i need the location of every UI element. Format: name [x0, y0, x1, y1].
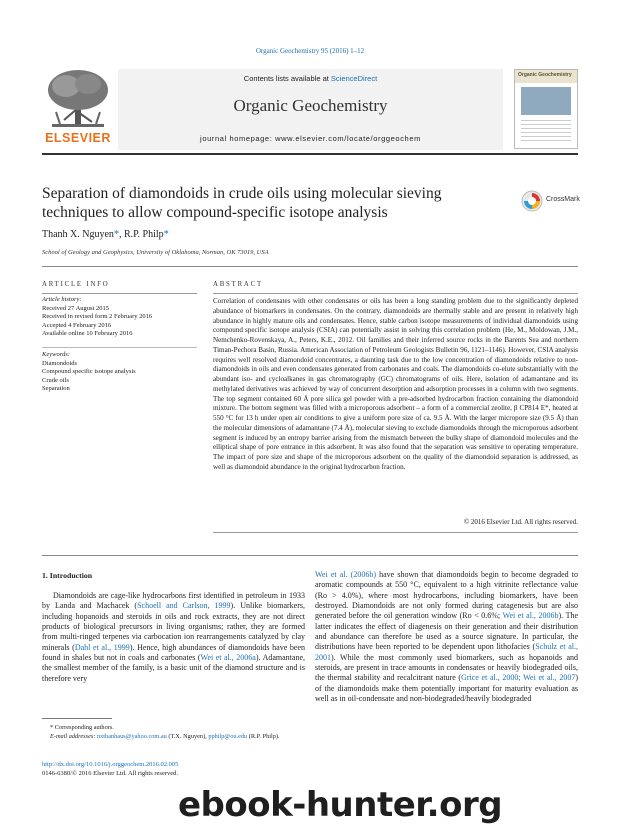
journal-name: Organic Geochemistry [233, 96, 388, 115]
journal-homepage: journal homepage: www.elsevier.com/locate/orggeochem [200, 134, 421, 143]
email-link[interactable]: nxthanhaus@yahoo.com.au [97, 733, 167, 740]
article-info-divider [42, 347, 197, 348]
reference-link[interactable]: Dahl et al., 1999 [74, 642, 130, 652]
reference-link[interactable]: Wei et al. (2006b) [315, 570, 376, 579]
article-title: Separation of diamondoids in crude oils using molecular sieving techniques to allow compound-specific isotope analysis [42, 185, 442, 221]
history-item: Available online 10 February 2016 [42, 330, 133, 338]
abstract-copyright: © 2016 Elsevier Ltd. All rights reserved. [463, 518, 578, 526]
body-rule [42, 555, 578, 556]
article-info-rule [42, 293, 197, 294]
article-info-heading: ARTICLE INFO [42, 281, 110, 288]
cover-title: Organic Geochemistry [518, 72, 572, 78]
keywords-heading: Keywords: [42, 351, 70, 358]
author-nguyen: Thanh X. Nguyen [42, 229, 114, 240]
history-item: Received 27 August 2015 [42, 304, 109, 312]
crossmark-label[interactable]: CrossMark [546, 196, 580, 203]
abstract-rule [213, 293, 578, 294]
body-column-left: Diamondoids are cage-like hydrocarbons first identified in petroleum in 1933 by Landa and Machacek (Schoell and Carlson, 1999). Unlike biomarkers, including hopanoids and steroids in oils and rock extracts, they are not direct products of biological precursors in living organisms; rather, they are formed from multi-ringed terpenes via carbocation ion rearrangements catalyzed by clay minerals (Dahl et al., 1999). Hence, high abundances of diamondoids have been found in shales but not in coals and carbonates (Wei et al., 2006a). Adamantane, the smallest member of the family, is a basic unit of the diamond structure and is therefore very [42, 591, 305, 683]
crossmark-icon[interactable] [521, 190, 543, 212]
keyword-item: Compound specific isotope analysis [42, 368, 136, 376]
abstract-bottom-rule [213, 532, 578, 533]
article-history [42, 296, 202, 339]
abstract-heading: ABSTRACT [213, 281, 263, 288]
abstract-text: Correlation of condensates with other condensates or oils has been a long standing problem due to the significantly depleted abundance of biomarkers in condensates. On the contrary, diamondoids are thermally stable and are present in relatively high abundance in highly mature oils and condensates. Hence, stable carbon isotope measurements of individual diamondoids using compound specific isotope analysis (CSIA) can potentially assist in solving this correlation problem (He, M., Moldowan, J.M., Nemchenko-Rovenskaya, A., Peters, K.E., 2012. Oil families and their inferred source rocks in the Barents Sea and northern Timan-Pechora Basin, Russia. American Association of Petroleum Geologists Bulletin 96, 1121–1146). However, CSIA analysis requires well resolved diamondoid concentrates, a daunting task due to the low concentration of diamondoids relative to non-diamondoids in oils and even condensates generated from carbonates and coals. The diamondoids co-elute substantially with the abundant iso- and cycloalkanes in gas chromatography (GC) chromatograms of oils. Here, isolation of adamantane and its methylated derivatives was achieved by way of concurrent desorption and adsorption processes in a column with two segments. The top segment contained 60 Å pore silica gel powder with a pre-adsorbed hydrocarbon fraction containing the diamondoid mixture. The bottom segment was filled with a microporous adsorbent – a form of a commercial zeolite, β CP814 E*, heated at 550 °C for 13 h under open air conditions to give a uniform pore size of ca. 9.5 Å. With the larger micropore size (9.5 Å) than the molecular dimensions of adamantane (7.4 Å), molecular sieving to exclude diamondoids through the microporous adsorbent segment is induced by an entropy barrier arising from the mismatch between the bulky shape of diamondoid molecules and the elliptical shape of pore entrance in this adsorbent. It was also found that the separation was sensitive to operating temperature. The impact of pore size and shape of the microporous adsorbent on the quality of the diamondoid separation is addressed, as well as diamondoid abundance in the original hydrocarbon fraction. [213, 297, 578, 471]
elsevier-tree-logo-icon [42, 68, 114, 130]
reference-link[interactable]: Grice et al., 2000; Wei et al., 2007 [461, 673, 576, 683]
author-philp: R.P. Philp [123, 229, 164, 240]
section-heading-introduction: 1. Introduction [42, 571, 93, 580]
author-list: Thanh X. Nguyen*, R.P. Philp* [42, 229, 169, 240]
keywords [42, 351, 202, 394]
publisher-logo-text[interactable]: ELSEVIER [45, 131, 111, 145]
author-mark[interactable]: * [113, 229, 119, 240]
affiliation: School of Geology and Geophysics, University of Oklahoma, Norman, OK 73019, USA [42, 249, 269, 256]
email-link[interactable]: pphilp@ou.edu [208, 733, 248, 740]
reference-link[interactable]: Schulz et al., 2001 [315, 642, 578, 662]
section-rule [42, 266, 578, 267]
reference-link[interactable]: Wei et al., 2006a [200, 653, 256, 663]
corresponding-note: * Corresponding authors. [50, 724, 114, 731]
keyword-item: Separation [42, 385, 70, 393]
watermark: ebook-hunter.org [178, 785, 503, 825]
footnote-rule [42, 718, 112, 719]
sciencedirect-link[interactable]: ScienceDirect [330, 74, 378, 83]
body-column-right: Wei et al. (2006b) have shown that diamondoids begin to become degraded to aromatic compounds at 550 °C, equivalent to a high vitrinite reflectance value (Ro > 4.0%), where most hydrocarbons, including biomarkers, have been destroyed. Diamondoids are not only formed during catagenesis but are also generated before the oil generation window (Ro < 0.6%; Wei et al., 2006b). The latter indicates the effect of diagenesis on their generation and their distribution and abundance can therefore be used as a source signature. In particular, the distributions have been reported to be dependent upon lithofacies (Schulz et al., 2001). While the most commonly used biomarkers, such as hopanoids and steroids, are present in trace amounts in condensates or heavily biodegraded oils, the thermal stability and recalcitrant nature (Grice et al., 2000; Wei et al., 2007) of the diamondoids make them potentially important for maturity evaluation as well as in oil-condensate and non-biodegraded/heavily biodegraded [315, 570, 579, 704]
reference-link[interactable]: Schoell and Carlson, 1999 [137, 601, 231, 611]
reference-link[interactable]: Wei et al., 2006b [502, 611, 559, 621]
homepage-link[interactable]: www.elsevier.com/locate/orggeochem [275, 134, 421, 143]
history-item: Accepted 4 February 2016 [42, 321, 112, 329]
journal-citation[interactable]: Organic Geochemistry 95 (2016) 1–12 [255, 47, 365, 55]
email-note: E-mail addresses: nxthanhaus@yahoo.com.au (T.X. Nguyen), pphilp@ou.edu (R.P. Philp). [50, 733, 280, 740]
keyword-item: Diamondoids [42, 359, 78, 367]
header-rule [42, 153, 578, 155]
history-heading: Article history: [42, 296, 82, 303]
history-item: Received in revised form 2 February 2016 [42, 313, 153, 321]
contents-line: Contents lists available at ScienceDirect [243, 74, 378, 83]
issn-line: 0146-6380/© 2016 Elsevier Ltd. All rights reserved. [42, 770, 178, 777]
journal-cover-thumbnail[interactable] [514, 69, 578, 149]
keyword-item: Crude oils [42, 376, 69, 384]
doi-link[interactable]: http://dx.doi.org/10.1016/j.orggeochem.2016.02.005 [42, 761, 179, 768]
author-mark[interactable]: * [163, 229, 169, 240]
